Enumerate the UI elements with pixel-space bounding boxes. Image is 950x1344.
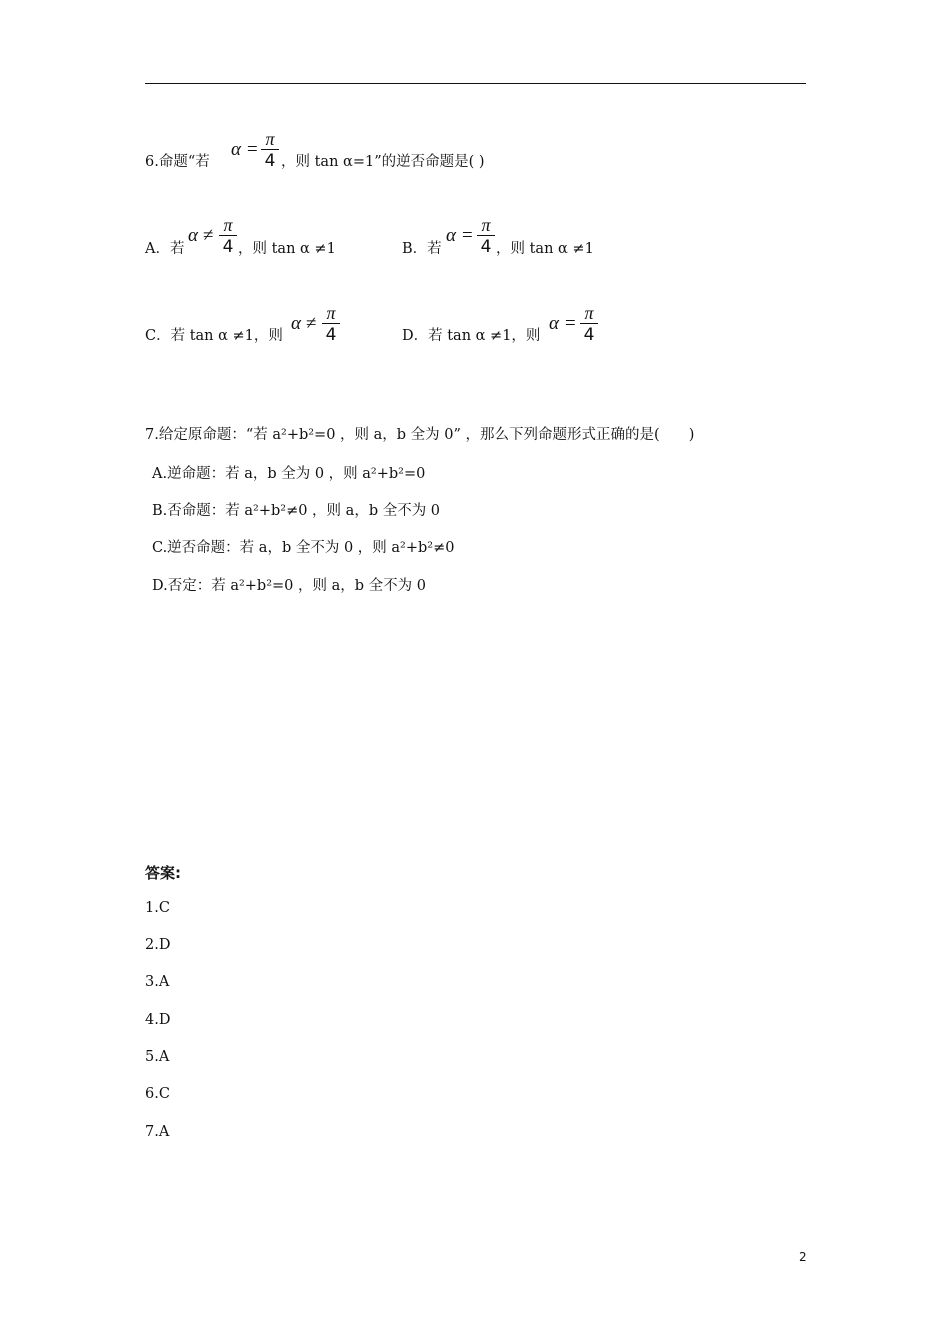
q6-option-c-den: 4 — [325, 325, 337, 345]
q6-option-b-num: π — [481, 215, 491, 235]
q6-option-a-tail: ，则 tan α ≠1 — [238, 241, 336, 257]
q6-option-a-num: π — [223, 215, 233, 235]
q6-cond-fraction — [261, 130, 279, 170]
answer-item: 6.C — [145, 1086, 170, 1102]
page-number: 2 — [799, 1250, 807, 1264]
answer-item: 2.D — [145, 937, 171, 953]
q7-option-a: A.逆命题：若 a，b 全为 0 ，则 a²+b²=0 — [152, 466, 426, 482]
q6-option-a-fraction — [219, 216, 237, 256]
q6-suffix: ，则 tan α=1”的逆否命题是( ) — [281, 154, 485, 170]
header-rule — [145, 83, 806, 84]
q6-option-b-label: B．若 — [402, 241, 442, 257]
q7-option-d: D.否定：若 a²+b²=0 ，则 a，b 全不为 0 — [152, 578, 426, 594]
q7-stem: 7.给定原命题：“若 a²+b²=0 ，则 a，b 全为 0” ，那么下列命题形式正确的是( ) — [145, 427, 695, 443]
q6-option-c-label: C．若 tan α ≠1，则 — [145, 328, 283, 344]
q6-prefix: 6.命题“若 — [145, 154, 210, 170]
answer-item: 3.A — [145, 974, 170, 990]
answer-item: 4.D — [145, 1012, 171, 1028]
q6-option-c-fraction — [322, 304, 340, 344]
q6-option-d-lhs: α = — [549, 313, 577, 334]
q6-option-c-lhs: α ≠ — [291, 313, 317, 334]
q6-option-a-den: 4 — [222, 237, 234, 257]
q6-option-c-num: π — [326, 303, 336, 323]
answer-item: 7.A — [145, 1124, 170, 1140]
q6-cond-den: 4 — [264, 151, 276, 171]
q6-option-b-fraction — [477, 216, 495, 256]
answer-item: 1.C — [145, 900, 170, 916]
q6-option-d-den: 4 — [583, 325, 595, 345]
q6-cond-num: π — [265, 129, 275, 149]
q6-option-b-den: 4 — [480, 237, 492, 257]
q6-option-b-tail: ，则 tan α ≠1 — [496, 241, 594, 257]
q6-option-a-lhs: α ≠ — [188, 225, 214, 246]
q7-option-c: C.逆否命题：若 a，b 全不为 0 ，则 a²+b²≠0 — [152, 540, 455, 556]
q6-option-a-label: A．若 — [145, 241, 185, 257]
q6-option-b-lhs: α = — [446, 225, 474, 246]
answer-item: 5.A — [145, 1049, 170, 1065]
q6-option-d-label: D．若 tan α ≠1，则 — [402, 328, 541, 344]
answers-title: 答案: — [145, 864, 181, 882]
q6-option-d-num: π — [584, 303, 594, 323]
q6-cond-lhs: α = — [231, 139, 259, 160]
q7-option-b: B.否命题：若 a²+b²≠0 ，则 a，b 全不为 0 — [152, 503, 441, 519]
q6-option-d-fraction — [580, 304, 598, 344]
